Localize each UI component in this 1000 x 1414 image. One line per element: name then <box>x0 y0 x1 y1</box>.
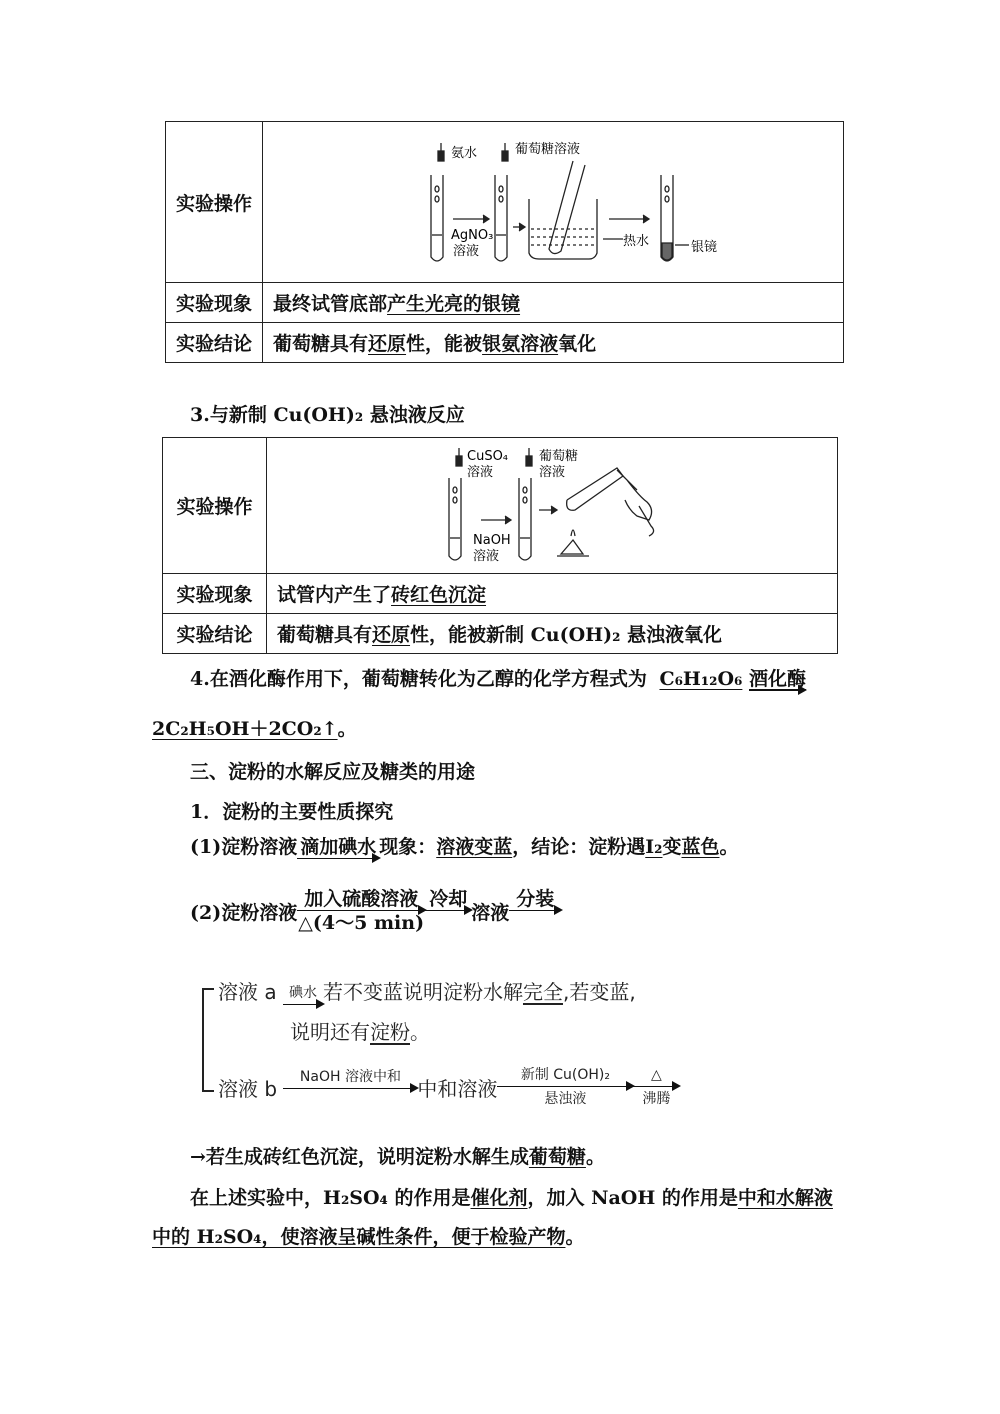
label-hot-water: 热水 <box>623 234 650 249</box>
label-agno3: AgNO₃ <box>451 228 494 243</box>
label-solution: 溶液 <box>473 548 500 564</box>
text: 。 <box>337 718 357 740</box>
branch-a <box>218 976 636 1005</box>
conclusion-cell <box>267 614 838 654</box>
subsection-1: 1．淀粉的主要性质探究 <box>190 801 394 823</box>
arrow-label: 冷却 <box>429 888 468 910</box>
answer: 产生光亮的银镜 <box>387 293 521 315</box>
text: 若不变蓝说明淀粉水解 <box>322 980 523 1004</box>
products: 2C₂H₅OH＋2CO₂↑ <box>152 718 338 740</box>
text: 溶液 <box>471 902 510 924</box>
label-naoh: NaOH <box>473 532 511 548</box>
row-label: 实验结论 <box>163 614 267 654</box>
branch-line <box>202 988 204 1092</box>
text: 4.在酒化酶作用下，葡萄糖转化为乙醇的化学方程式为 <box>190 668 647 690</box>
arrow <box>509 888 561 911</box>
text: →若生成砖红色沉淀，说明淀粉水解生成 <box>190 1146 529 1168</box>
arrow <box>633 1064 679 1111</box>
text: 在上述实验中，H₂SO₄ 的作用是 <box>190 1187 471 1209</box>
line-3 <box>190 1142 605 1169</box>
operation-figure-cell <box>263 122 844 283</box>
paragraph-5 <box>190 1183 833 1210</box>
answer: 银氨溶液 <box>482 333 559 355</box>
arrow <box>425 888 471 911</box>
row-label: 实验操作 <box>166 122 263 283</box>
experiment-table-silver-mirror <box>165 121 844 363</box>
section-3-title: 3.与新制 Cu(OH)₂ 悬浊液反应 <box>190 404 465 426</box>
arrow <box>283 1066 417 1089</box>
text: 中和溶液 <box>417 1077 498 1101</box>
row-label: 实验操作 <box>163 438 267 574</box>
text: 氧化 <box>558 333 597 355</box>
arrow <box>297 888 425 935</box>
label-glucose: 葡萄糖 <box>539 448 579 464</box>
text: 最终试管底部 <box>273 293 388 315</box>
arrow-label: 悬浊液 <box>544 1091 587 1107</box>
arrow-label: 新制 Cu(OH)₂ <box>520 1067 611 1083</box>
answer: 催化剂 <box>470 1187 528 1209</box>
branch-a-cont <box>290 1016 430 1045</box>
arrow-label: 加入硫酸溶液 <box>304 888 419 910</box>
arrow-label: 分装 <box>516 888 555 910</box>
section-heading: 三、淀粉的水解反应及糖类的用途 <box>190 761 476 783</box>
arrow-label: 沸腾 <box>642 1091 671 1107</box>
branch-tick <box>202 988 214 990</box>
answer: 蓝色 <box>681 836 720 858</box>
text: 说明还有 <box>290 1020 370 1044</box>
label-silver-mirror: 银镜 <box>691 240 718 255</box>
text: 性，能被 <box>406 333 483 355</box>
line-2 <box>190 888 561 935</box>
row-label: 实验现象 <box>166 283 263 323</box>
experiment-table-cuoh2 <box>162 437 838 654</box>
answer: I₂ <box>645 836 663 858</box>
reactant: C₆H₁₂O₆ <box>659 668 743 690</box>
answer: 淀粉 <box>370 1020 410 1044</box>
arrow <box>497 1064 633 1111</box>
branch-b <box>218 1064 679 1111</box>
cuoh2-apparatus-figure <box>277 440 827 572</box>
label-cuso4: CuSO₄ <box>467 448 509 464</box>
answer: 葡萄糖 <box>528 1146 586 1168</box>
text: ，加入 NaOH 的作用是 <box>527 1187 738 1209</box>
label-ammonia: 氨水 <box>451 146 478 161</box>
arrow-label: 碘水 <box>288 985 317 1001</box>
text: ，结论：淀粉遇 <box>512 836 646 858</box>
label-solution: 溶液 <box>467 464 494 480</box>
answer: 还原 <box>372 624 411 646</box>
paragraph-5-cont <box>152 1222 585 1249</box>
text: 葡萄糖具有 <box>273 333 369 355</box>
text: 试管内产生了 <box>277 584 392 606</box>
phenomenon-cell <box>267 574 838 614</box>
row-label: 实验结论 <box>166 323 263 363</box>
text: 现象： <box>379 836 437 858</box>
text: ,若变蓝, <box>562 980 636 1004</box>
text: 葡萄糖具有 <box>277 624 373 646</box>
row-label: 实验现象 <box>163 574 267 614</box>
text: 变 <box>662 836 682 858</box>
text: (1)淀粉溶液 <box>190 836 298 858</box>
catalyst: 酒化酶 <box>749 668 807 690</box>
label-glucose-solution: 葡萄糖溶液 <box>515 142 581 157</box>
conclusion-cell <box>263 323 844 363</box>
arrow-label: 滴加碘水 <box>300 836 377 858</box>
text: 。 <box>565 1226 585 1248</box>
text: 溶液 a <box>218 980 277 1004</box>
silver-mirror-apparatus-figure <box>273 127 833 277</box>
answer: 还原 <box>368 333 407 355</box>
text: 性，能被新制 Cu(OH)₂ 悬浊液氧化 <box>410 624 723 646</box>
text: 。 <box>719 836 739 858</box>
text: 溶液 b <box>218 1077 278 1101</box>
label-solution: 溶液 <box>453 244 480 259</box>
label-solution: 溶液 <box>539 464 566 480</box>
text: (2)淀粉溶液 <box>190 902 298 924</box>
arrow-label: △(4～5 min) <box>298 912 425 934</box>
answer: 砖红色沉淀 <box>391 584 487 606</box>
arrow <box>283 982 323 1005</box>
text: 。 <box>410 1020 430 1044</box>
text: 。 <box>585 1146 605 1168</box>
answer: 中的 H₂SO₄，使溶液呈碱性条件，便于检验产物 <box>152 1226 566 1248</box>
arrow-label: NaOH 溶液中和 <box>299 1069 401 1085</box>
branch-tick <box>202 1090 214 1092</box>
answer: 完全 <box>522 980 563 1004</box>
arrow-label: △ <box>651 1067 662 1083</box>
answer: 中和水解液 <box>737 1187 833 1209</box>
paragraph-4-cont <box>152 714 357 741</box>
reaction-arrow <box>749 668 805 691</box>
paragraph-4 <box>190 664 805 691</box>
phenomenon-cell <box>263 283 844 323</box>
arrow <box>297 836 379 859</box>
operation-figure-cell <box>267 438 838 574</box>
answer: 溶液变蓝 <box>436 836 513 858</box>
line-1 <box>190 832 739 859</box>
